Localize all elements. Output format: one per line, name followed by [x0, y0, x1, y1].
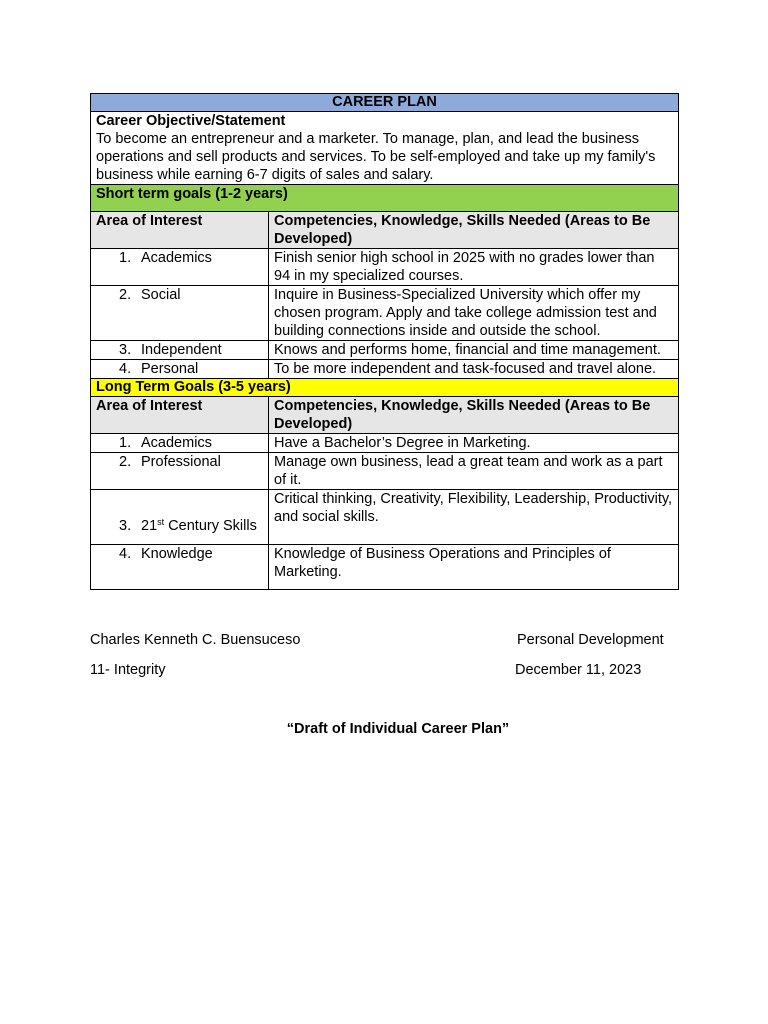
draft-title: “Draft of Individual Career Plan”: [286, 721, 510, 737]
table-row: [91, 434, 679, 453]
col-area-header: Area of Interest: [91, 212, 269, 249]
area-label-superscript: st: [157, 517, 165, 527]
item-number: 2.: [119, 454, 132, 470]
competency-cell: Inquire in Business-Specialized University which offer my chosen program. Apply and take college admission test and building connections inside and outside the school.: [269, 286, 679, 341]
area-cell: [91, 286, 269, 341]
area-cell: [91, 453, 269, 490]
objective-row: [91, 112, 679, 185]
area-label-suffix: Century Skills: [164, 518, 257, 534]
table-row: [91, 286, 679, 341]
competency-cell: Critical thinking, Creativity, Flexibility, Leadership, Productivity, and social skills.: [269, 490, 679, 545]
item-number: 1.: [119, 435, 132, 451]
area-cell: [91, 490, 269, 545]
objective-cell: [91, 112, 679, 185]
short-term-column-header: [91, 212, 679, 249]
objective-heading: Career Objective/Statement: [96, 113, 286, 129]
item-number: 3.: [119, 342, 132, 358]
table-row: [91, 453, 679, 490]
area-label: Social: [141, 287, 181, 303]
area-label: Personal: [141, 361, 199, 377]
competency-cell: Manage own business, lead a great team and work as a part of it.: [269, 453, 679, 490]
long-term-heading-row: [91, 379, 679, 397]
long-term-column-header: [91, 397, 679, 434]
area-label: Independent: [141, 342, 222, 358]
table-row: [91, 545, 679, 590]
competency-cell: To be more independent and task-focused and travel alone.: [269, 360, 679, 379]
submission-date: December 11, 2023: [515, 662, 642, 678]
short-term-heading-row: [91, 185, 679, 212]
col-comp-header: Competencies, Knowledge, Skills Needed (Areas to Be Developed): [269, 212, 679, 249]
area-cell: [91, 360, 269, 379]
table-row: [91, 360, 679, 379]
area-cell: [91, 341, 269, 360]
area-label: [141, 517, 263, 535]
col-comp-header: Competencies, Knowledge, Skills Needed (Areas to Be Developed): [269, 397, 679, 434]
subject-name: Personal Development: [517, 632, 664, 648]
area-cell: [91, 434, 269, 453]
plan-title: CAREER PLAN: [91, 94, 679, 112]
short-term-heading: Short term goals (1-2 years): [91, 185, 679, 212]
table-row: [91, 249, 679, 286]
area-label: Professional: [141, 454, 221, 470]
competency-cell: Knowledge of Business Operations and Principles of Marketing.: [269, 545, 679, 590]
objective-text: To become an entrepreneur and a marketer. To manage, plan, and lead the business operations and sell products and services. To be self-employed and take up my family's business while earning 6-7 digits of sales and salary.: [96, 131, 656, 183]
area-label: Academics: [141, 435, 212, 451]
item-number: 4.: [119, 361, 132, 377]
area-label: Academics: [141, 250, 212, 266]
item-number: 3.: [119, 518, 132, 534]
item-number: 4.: [119, 546, 132, 562]
area-label-prefix: 21: [141, 518, 158, 534]
long-term-heading: Long Term Goals (3-5 years): [91, 379, 679, 397]
career-plan-table: [90, 93, 679, 590]
col-area-header: Area of Interest: [91, 397, 269, 434]
competency-cell: Finish senior high school in 2025 with no grades lower than 94 in my specialized courses.: [269, 249, 679, 286]
student-name: Charles Kenneth C. Buensuceso: [90, 632, 301, 648]
section-name: 11- Integrity: [90, 662, 166, 678]
competency-cell: Have a Bachelor’s Degree in Marketing.: [269, 434, 679, 453]
competency-cell: Knows and performs home, financial and time management.: [269, 341, 679, 360]
item-number: 1.: [119, 250, 132, 266]
area-label: Knowledge: [141, 546, 213, 562]
area-cell: [91, 545, 269, 590]
table-row: [91, 490, 679, 545]
area-cell: [91, 249, 269, 286]
table-row: [91, 341, 679, 360]
item-number: 2.: [119, 287, 132, 303]
title-row: [91, 94, 679, 112]
